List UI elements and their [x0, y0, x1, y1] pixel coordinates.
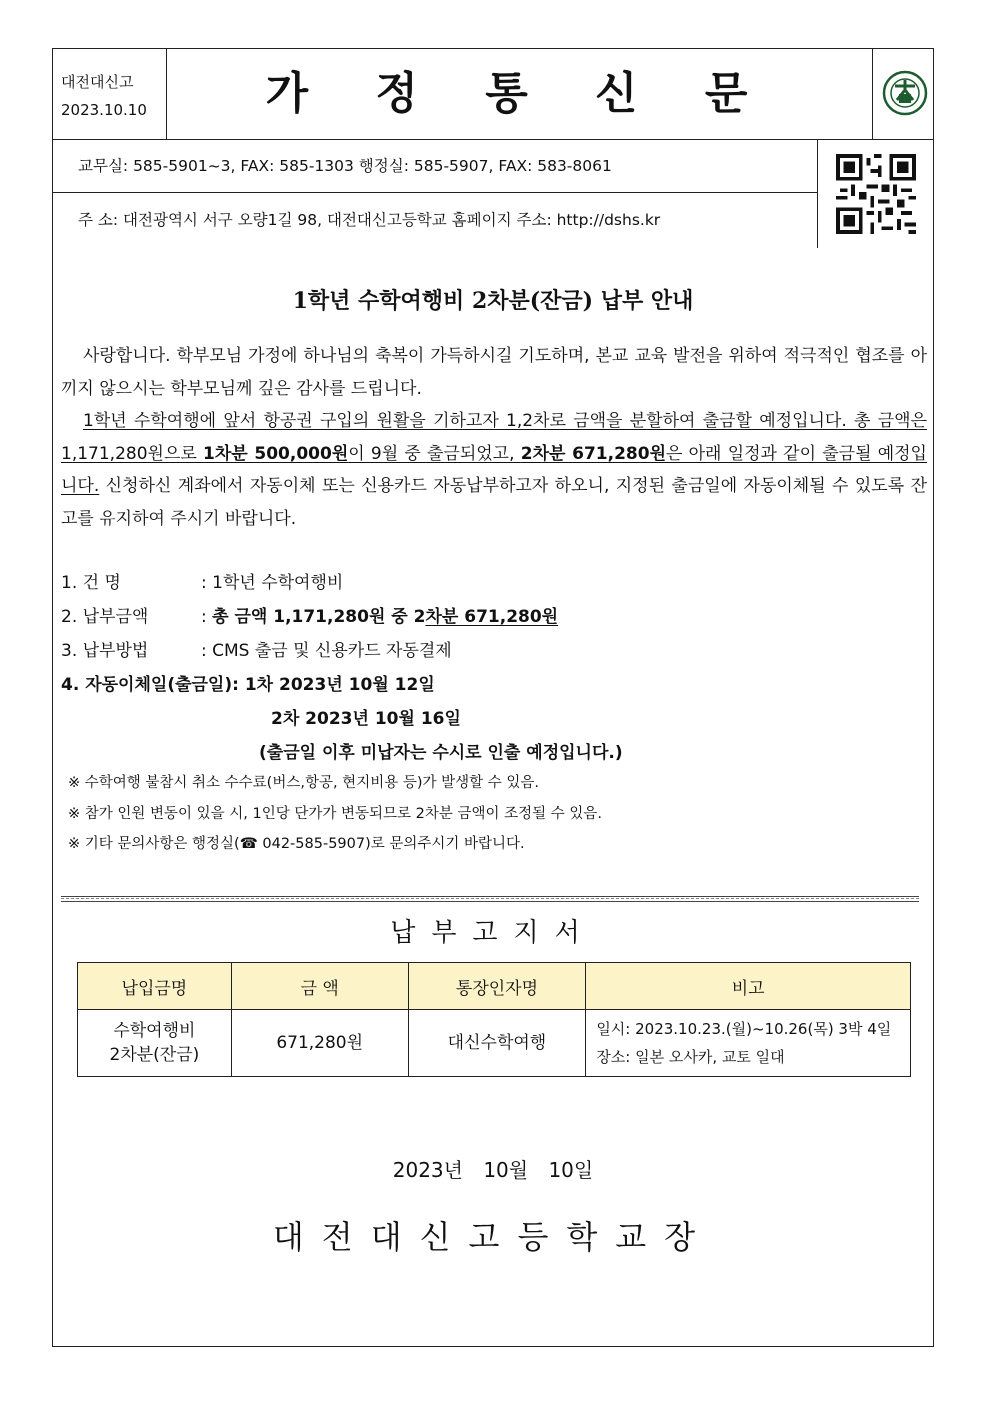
table-row	[78, 1010, 911, 1077]
second-withdrawal-row	[61, 702, 927, 736]
payment-item-cell	[78, 1010, 232, 1077]
column-header: 비고	[586, 963, 911, 1010]
school-info	[52, 48, 167, 140]
document-title: 1학년 수학여행비 2차분(잔금) 납부 안내	[292, 288, 694, 314]
letter-body	[61, 340, 927, 535]
note-item: ※ 참가 인원 변동이 있을 시, 1인당 단가가 변동되므로 2차분 금액이 조정될 수 있음.	[68, 805, 602, 822]
greeting-paragraph	[61, 340, 927, 405]
second-installment: 2차분 671,280원	[520, 443, 666, 464]
withdrawal-note-row	[61, 736, 927, 770]
principal-signature: 대전대신고등학교장	[272, 1218, 714, 1256]
detail-label: 1. 건 명	[61, 573, 121, 593]
first-withdrawal-date: 1차 2023년 10월 12일	[244, 675, 435, 695]
note-item: ※ 수학여행 불참시 취소 수수료(버스,항공, 현지비용 등)가 발생할 수 있음.	[68, 775, 539, 791]
detail-value: : 1학년 수학여행비	[201, 573, 344, 593]
notes-list	[68, 768, 928, 860]
detail-item-date	[61, 668, 927, 702]
footer-date: 2023년 10월 10일	[392, 1158, 594, 1182]
payment-item-line2: 2차분(잔금)	[109, 1045, 200, 1065]
column-header: 금 액	[231, 963, 408, 1010]
first-installment: 1차분 500,000원	[203, 443, 349, 464]
remark-location: 장소: 일본 오사카, 교토 일대	[596, 1048, 785, 1066]
withdrawal-note: (출금일 이후 미납자는 수시로 인출 예정입니다.)	[259, 743, 623, 763]
payment-text-4: 신청하신 계좌에서 자동이체 또는 신용카드 자동납부하고자 하오니, 지정된 출금일에 자동이체될 수 있도록 잔고를 유지하여 주시기 바랍니다.	[61, 476, 927, 529]
contact-address: 주 소: 대전광역시 서구 오량1길 98, 대전대신고등학교 홈페이지 주소: http://dshs.kr	[52, 193, 818, 248]
payment-text-2: 이 9월 중 출금되었고,	[348, 443, 521, 464]
detail-label: 3. 납부방법	[61, 641, 149, 661]
school-emblem-icon	[882, 66, 928, 120]
payment-details	[61, 566, 927, 770]
detail-value: : CMS 출금 및 신용카드 자동결제	[201, 641, 452, 661]
amount-cell: 671,280원	[231, 1010, 408, 1077]
payment-text-1: 1학년 수학여행에 앞서 항공권 구입의 원활을 기하고자 1,2차로 금액을 분할하여 출금할 예정입니다. 총 금액은 1,171,280원으로	[61, 411, 927, 464]
school-logo	[872, 48, 934, 140]
newsletter-title: 가 정 통 신 문	[265, 68, 774, 119]
second-withdrawal-date: 2차 2023년 10월 16일	[271, 709, 461, 729]
header-top-row	[52, 48, 934, 140]
detail-item-method	[61, 634, 927, 668]
note-item: ※ 기타 문의사항은 행정실(☎ 042-585-5907)로 문의주시기 바랍니다.	[68, 836, 525, 852]
greeting-text: 사랑합니다. 학부모님 가정에 하나님의 축복이 가득하시길 기도하며, 본교 교육 발전을 위하여 적극적인 협조를 아끼지 않으시는 학부모님께 깊은 감사를 드립니다.	[61, 346, 927, 399]
detail-label: 4. 자동이체일(출금일):	[61, 675, 239, 695]
payment-text-3: 은 아래 일정과 같이 출금될 예정입니다.	[61, 443, 927, 496]
detail-item-amount	[61, 600, 927, 634]
column-header: 통장인자명	[408, 963, 586, 1010]
column-header: 납입금명	[78, 963, 232, 1010]
table-header-row	[78, 963, 911, 1010]
remark-cell	[586, 1010, 911, 1077]
qr-code-icon	[836, 154, 916, 234]
cut-line	[61, 896, 919, 902]
payment-item-line1: 수학여행비	[113, 1021, 196, 1041]
notice-title: 납부고지서	[390, 918, 596, 948]
letter-header	[52, 48, 934, 248]
payment-paragraph	[61, 405, 927, 535]
contact-phone: 교무실: 585-5901~3, FAX: 585-1303 행정실: 585-5907, FAX: 583-8061	[52, 140, 818, 193]
detail-label: 2. 납부금액	[61, 607, 149, 627]
payment-notice-table	[77, 962, 911, 1077]
cut-line-dashes	[61, 898, 919, 899]
remark-schedule: 일시: 2023.10.23.(월)~10.26(목) 3박 4일	[596, 1020, 892, 1038]
detail-value-bold: 총 금액 1,171,280원 중 2	[212, 607, 426, 627]
issue-date: 2023.10.10	[61, 101, 147, 119]
detail-item-name	[61, 566, 927, 600]
qr-code	[818, 140, 934, 248]
detail-value-underlined: 차분 671,280원	[425, 607, 559, 627]
account-name-cell: 대신수학여행	[408, 1010, 586, 1077]
school-name: 대전대신고	[61, 73, 134, 91]
detail-prefix: :	[201, 607, 213, 627]
